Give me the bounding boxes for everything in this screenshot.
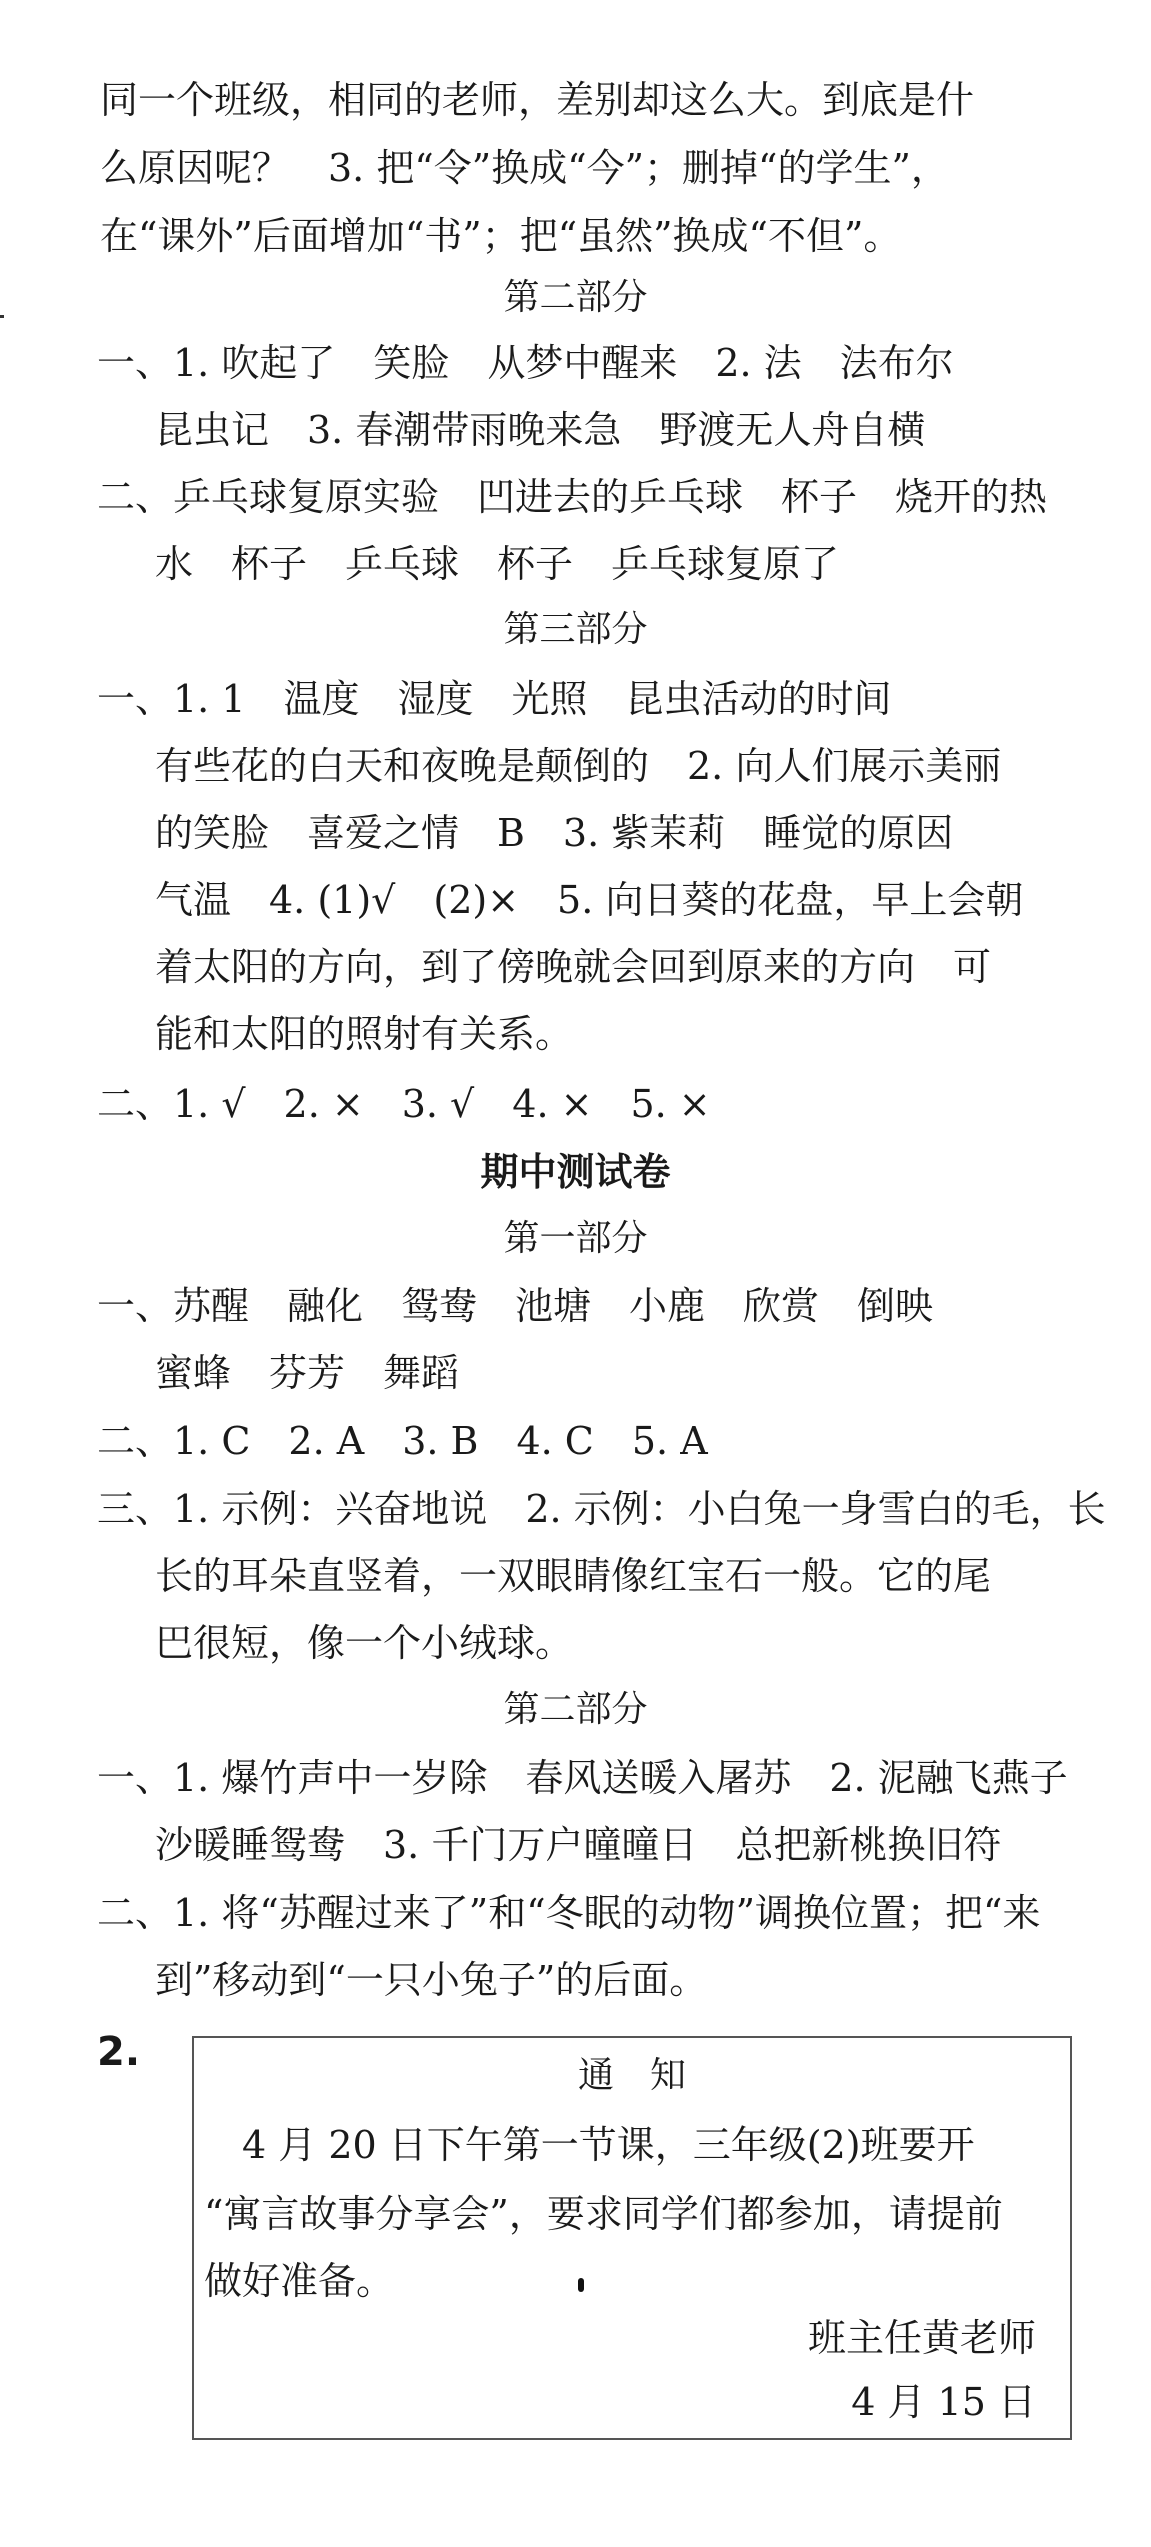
exam-title: 期中测试卷 <box>480 1150 671 1194</box>
text-line: 二、乒乓球复原实验 凹进去的乒乓球 杯子 烧开的热 <box>97 475 1048 519</box>
text-line: 在“课外”后面增加“书”；把“虽然”换成“不但”。 <box>100 214 902 258</box>
text-line: 二、1. 将“苏醒过来了”和“冬眠的动物”调换位置；把“来 <box>97 1891 1041 1935</box>
text-line: 气温 4. (1)√ (2)× 5. 向日葵的花盘，早上会朝 <box>155 878 1024 922</box>
notice-date: 4 月 15 日 <box>851 2380 1036 2424</box>
section-heading: 第一部分 <box>503 1218 648 1259</box>
notice-title: 通 知 <box>577 2055 686 2096</box>
notice-body-line: “寓言故事分享会”，要求同学们都参加，请提前 <box>204 2192 1003 2236</box>
text-line: 一、1. 1 温度 湿度 光照 昆虫活动的时间 <box>97 677 892 721</box>
text-line: 水 杯子 乒乓球 杯子 乒乓球复原了 <box>155 542 840 586</box>
text-line: 一、1. 吹起了 笑脸 从梦中醒来 2. 法 法布尔 <box>97 341 954 385</box>
text-line: 能和太阳的照射有关系。 <box>155 1012 574 1056</box>
text-line: 有些花的白天和夜晚是颠倒的 2. 向人们展示美丽 <box>155 744 1002 788</box>
notice-signature: 班主任黄老师 <box>807 2316 1036 2360</box>
text-line: 到”移动到“一只小兔子”的后面。 <box>155 1958 708 2002</box>
section-heading: 第二部分 <box>503 277 648 318</box>
text-line: 一、1. 爆竹声中一岁除 春风送暖入屠苏 2. 泥融飞燕子 <box>97 1756 1068 1800</box>
text-line: 长的耳朵直竖着，一双眼睛像红宝石一般。它的尾 <box>155 1554 992 1598</box>
text-line: 三、1. 示例：兴奋地说 2. 示例：小白兔一身雪白的毛，长 <box>97 1487 1106 1531</box>
section-heading: 第二部分 <box>503 1689 648 1730</box>
text-line: 巴很短，像一个小绒球。 <box>155 1621 574 1665</box>
notice-body-line: 4 月 20 日下午第一节课，三年级(2)班要开 <box>204 2123 975 2167</box>
text-line: 昆虫记 3. 春潮带雨晚来急 野渡无人舟自横 <box>155 408 926 452</box>
notice-body-line: 做好准备。 <box>204 2259 395 2303</box>
item-marker: 2. <box>97 2029 141 2075</box>
text-line: 沙暖睡鸳鸯 3. 千门万户曈曈日 总把新桃换旧符 <box>155 1823 1002 1867</box>
text-line: 二、1. C 2. A 3. B 4. C 5. A <box>97 1419 708 1463</box>
text-line: 么原因呢？ 3. 把“令”换成“今”；删掉“的学生”， <box>100 146 949 190</box>
ink-speck <box>578 2278 584 2292</box>
text-line: 的笑脸 喜爱之情 B 3. 紫茉莉 睡觉的原因 <box>155 811 954 855</box>
text-line: 二、1. √ 2. × 3. √ 4. × 5. × <box>97 1082 711 1126</box>
text-line: 一、苏醒 融化 鸳鸯 池塘 小鹿 欣赏 倒映 <box>97 1284 934 1328</box>
notice-box <box>192 2036 1072 2440</box>
text-line: 同一个班级，相同的老师，差别却这么大。到底是什 <box>100 78 975 122</box>
text-line: 蜜蜂 芬芳 舞蹈 <box>155 1351 460 1395</box>
section-heading: 第三部分 <box>503 609 648 650</box>
text-line: 着太阳的方向，到了傍晚就会回到原来的方向 可 <box>155 945 992 989</box>
